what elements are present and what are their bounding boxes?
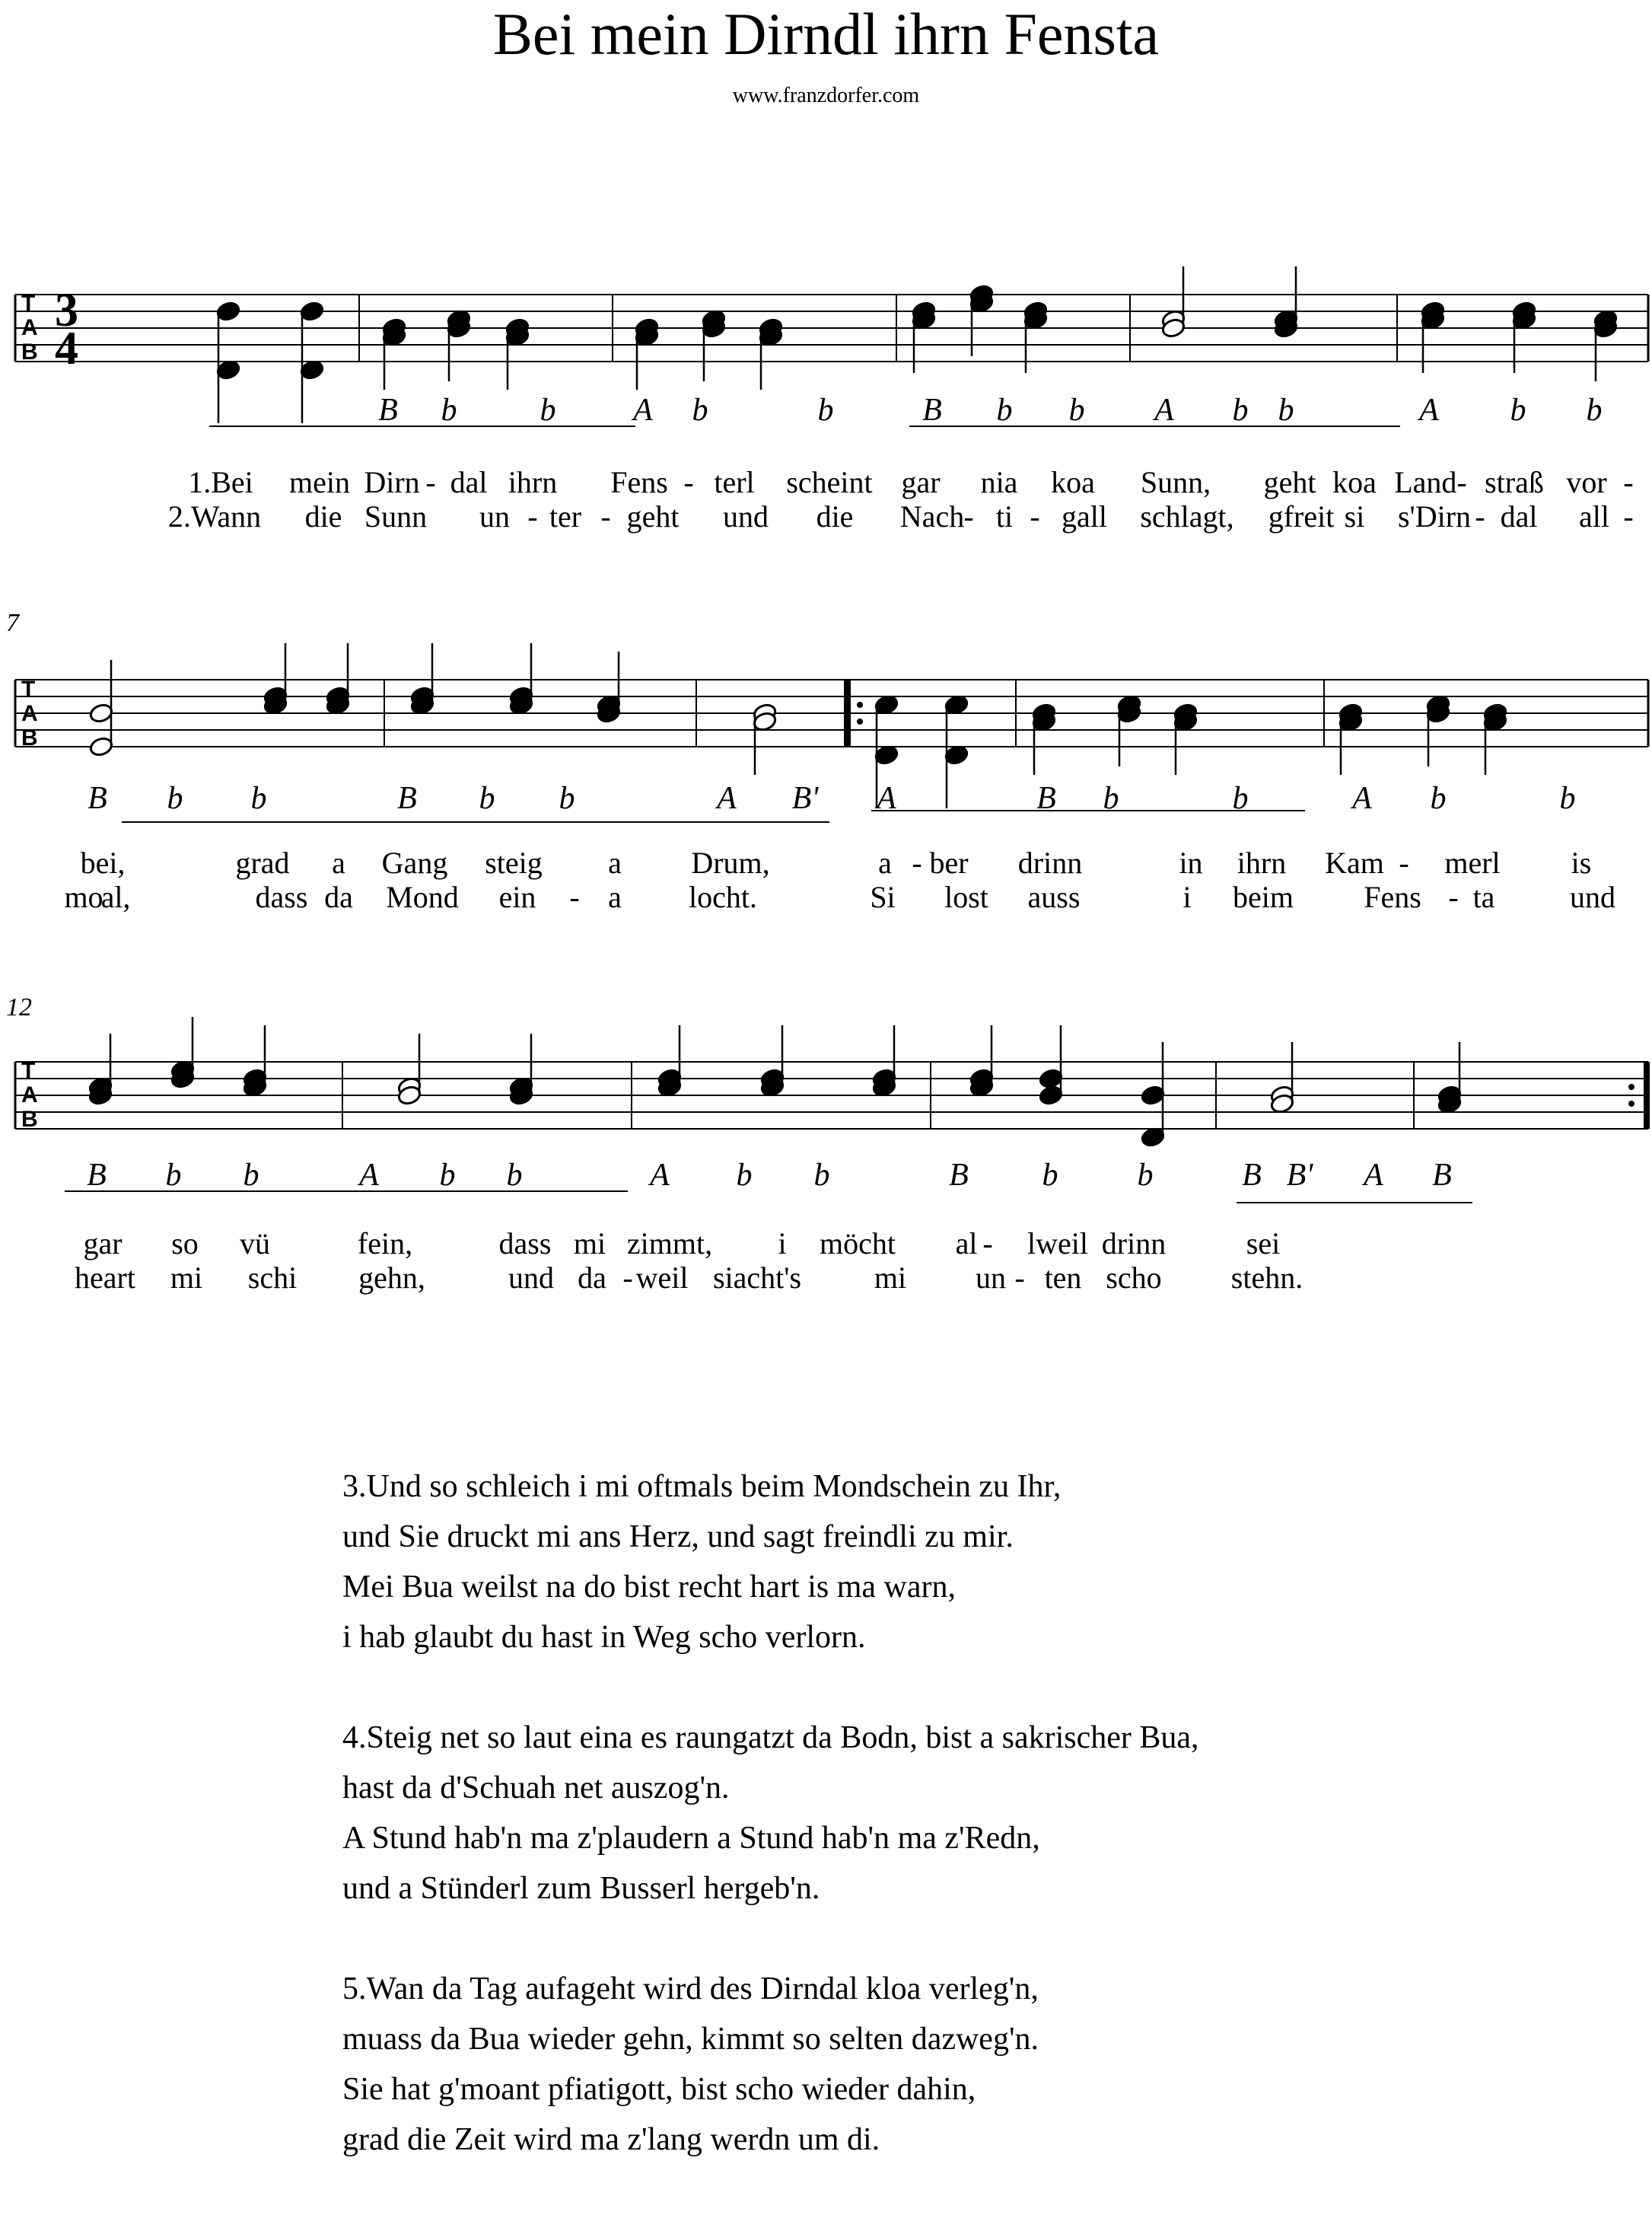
bellows-marking: A: [1352, 781, 1372, 816]
bellows-marking: A: [1364, 1158, 1383, 1193]
measure-number-system-3: 12: [6, 993, 32, 1021]
tab-clef-t: T: [21, 291, 36, 316]
tab-clef-t: T: [21, 1058, 36, 1083]
bellows-marking: b: [996, 393, 1013, 428]
lyric-verse-2: mi: [874, 1260, 907, 1295]
additional-verses: [342, 1461, 1199, 2215]
note-head: [215, 359, 240, 381]
lyric-verse-1: i: [778, 1226, 787, 1260]
bellows-marking: A: [359, 1158, 379, 1193]
tab-clef-system-3: [21, 1058, 38, 1132]
lyric-verse-1: dass: [498, 1226, 552, 1260]
lyric-verse-1: scheint: [786, 465, 873, 499]
note-head: [299, 301, 324, 322]
tab-clef-system-2: [21, 677, 38, 751]
lyric-verse-2: -: [569, 880, 580, 914]
note-head: [944, 694, 969, 715]
lyric-verse-2: beim: [1233, 880, 1294, 914]
bellows-marking: b: [1103, 781, 1119, 816]
repeat-dot: [1628, 1101, 1634, 1107]
lyric-verse-2: da: [324, 880, 353, 914]
lyric-verse-1: -: [982, 1226, 993, 1260]
bellows-marking: A: [717, 781, 737, 816]
lyric-verse-1: in: [1179, 846, 1203, 880]
lyric-verse-2: s'Dirn: [1397, 499, 1472, 534]
lyric-verse-2: Fens: [1364, 880, 1421, 914]
lyric-verse-2: dal: [1500, 499, 1538, 534]
lyric-verse-2: -: [1623, 499, 1634, 534]
verse-line: muass da Bua wieder gehn, kimmt so selten dazweg'n.: [342, 2022, 1039, 2057]
lyric-verse-1: ihrn: [508, 465, 558, 499]
lyric-verse-2: und: [723, 499, 769, 534]
lyric-verse-2: ten: [1044, 1260, 1082, 1295]
verse-line: 3.Und so schleich i mi oftmals beim Mondschein zu Ihr,: [342, 1469, 1062, 1504]
lyric-verse-1: fein,: [357, 1226, 413, 1260]
tab-clef-a: A: [21, 315, 38, 340]
lyric-verse-1: -: [683, 465, 694, 499]
note-head: [1038, 1085, 1063, 1106]
note-head: [88, 703, 113, 724]
lyric-verse-2: Si: [870, 880, 896, 914]
verse-line: Sie hat g'moant pfiatigott, bist scho wieder dahin,: [342, 2072, 976, 2107]
lyric-verse-1: drinn: [1101, 1226, 1167, 1260]
lyric-verse-1: ihrn: [1237, 846, 1287, 880]
repeat-dot: [1628, 1084, 1634, 1090]
tab-clef-a: A: [21, 1082, 38, 1108]
bellows-marking: b: [540, 393, 556, 428]
lyric-verse-2: ein: [498, 880, 536, 914]
lyric-verse-2: si: [1344, 499, 1365, 534]
lyric-verse-1: zimmt,: [626, 1226, 713, 1260]
lyric-verse-2: mi: [170, 1260, 203, 1295]
bellows-marking: B: [1036, 781, 1056, 816]
lyric-verse-2: Mond: [386, 880, 459, 914]
note-head: [874, 744, 899, 766]
bellows-marking: B: [949, 1158, 969, 1193]
lyric-verse-1: Land-: [1394, 465, 1467, 499]
lyric-verse-2: ta: [1472, 880, 1495, 914]
lyric-verse-2: -: [1014, 1260, 1025, 1295]
repeat-thick-bar: [1644, 1062, 1650, 1129]
lyric-verse-1: mein: [289, 465, 350, 499]
bellows-marking: b: [1586, 393, 1603, 428]
lyric-verse-1: -: [1399, 846, 1409, 880]
lyric-verse-2: geht: [626, 499, 680, 534]
lyric-verse-1: koa: [1332, 465, 1377, 499]
tab-clef-b: B: [21, 1107, 38, 1132]
bellows-marking: B: [1242, 1158, 1262, 1193]
lyric-verse-2: -: [1448, 880, 1459, 914]
lyric-verse-1: gar: [83, 1226, 123, 1260]
lyric-verse-1: -: [425, 465, 436, 499]
bellows-marking: b: [167, 781, 183, 816]
lyric-verse-2: dass: [255, 880, 308, 914]
bellows-marking: B: [378, 393, 398, 428]
note-head: [215, 301, 240, 322]
lyric-verse-2: schlagt,: [1140, 499, 1234, 534]
lyric-verse-2: ter: [549, 499, 582, 534]
lyric-verse-2: und: [508, 1260, 554, 1295]
lyric-verse-2: -: [963, 499, 974, 534]
verse-line: und a Stünderl zum Busserl hergeb'n.: [342, 1871, 820, 1906]
verse-4: [342, 1713, 1199, 1914]
lyric-verse-2: scho: [1106, 1260, 1162, 1295]
verse-line: i hab glaubt du hast in Weg scho verlorn.: [342, 1620, 866, 1655]
lyric-verse-2: stehn.: [1230, 1260, 1303, 1295]
bellows-marking: b: [1278, 393, 1294, 428]
lyric-verse-1: lweil: [1027, 1226, 1088, 1260]
bellows-marking: B: [397, 781, 417, 816]
lyric-verse-2: und: [1570, 880, 1615, 914]
bellows-marking: A: [877, 781, 896, 816]
time-signature-top: 3: [55, 285, 78, 336]
lyric-verse-2: all: [1579, 499, 1609, 534]
song-title: Bei mein Dirndl ihrn Fensta: [492, 1, 1160, 67]
lyric-verse-2: heart: [75, 1260, 135, 1295]
lyric-verse-2: i: [1183, 880, 1192, 914]
lyric-verse-2: -: [600, 499, 611, 534]
lyric-verse-1: a: [332, 846, 345, 880]
repeat-thick-bar: [845, 680, 851, 747]
website-credit: www.franzdorfer.com: [732, 84, 920, 107]
verse-line: A Stund hab'n ma z'plaudern a Stund hab'n ma z'Redn,: [342, 1821, 1040, 1856]
note-head: [874, 694, 899, 715]
lyric-verse-2: gfreit: [1268, 499, 1335, 534]
lyric-verse-1: Fens: [610, 465, 668, 499]
repeat-dot: [857, 702, 863, 708]
bellows-marking: b: [439, 1158, 456, 1193]
lyric-verse-1: Drum,: [691, 846, 770, 880]
lyric-verse-2: un: [976, 1260, 1006, 1295]
verse-line: 5.Wan da Tag aufageht wird des Dirndal kloa verleg'n,: [342, 1971, 1039, 2006]
lyric-verse-2: -: [1475, 499, 1485, 534]
tab-clef-b: B: [21, 339, 38, 365]
bellows-marking: b: [165, 1158, 182, 1193]
lyric-verse-2: locht.: [689, 880, 757, 914]
lyric-verse-2: mo: [64, 880, 103, 914]
lyric-verse-1: ber: [929, 846, 969, 880]
lyric-verse-2: 2.Wann: [167, 499, 262, 534]
lyric-verse-2: da: [578, 1260, 606, 1295]
lyric-verse-1: Dirn: [364, 465, 420, 499]
bellows-marking: b: [243, 1158, 259, 1193]
lyric-verse-1: sei: [1246, 1226, 1281, 1260]
lyric-verse-1: straß: [1485, 465, 1544, 499]
lyric-verse-1: gar: [901, 465, 941, 499]
bellows-marking: b: [1042, 1158, 1058, 1193]
lyric-verse-1: geht: [1263, 465, 1316, 499]
tab-clef-t: T: [21, 677, 36, 702]
verse-line: hast da d'Schuah net auszog'n.: [342, 1770, 730, 1805]
bellows-marking: B: [88, 781, 107, 816]
bellows-marking: b: [1232, 393, 1249, 428]
lyric-verse-1: drinn: [1017, 846, 1083, 880]
verse-line: grad die Zeit wird ma z'lang werdn um di.: [342, 2122, 880, 2157]
bellows-marking: A: [1419, 393, 1439, 428]
bellows-marking: b: [736, 1158, 753, 1193]
lyric-verse-1: Sunn,: [1140, 465, 1211, 499]
lyric-verse-1: a: [608, 846, 622, 880]
verse-3: [342, 1461, 1199, 1662]
measure-number-system-2: 7: [6, 609, 19, 637]
lyric-verse-2: ti: [995, 499, 1014, 534]
bellows-marking: B: [87, 1158, 107, 1193]
bellows-marking: b: [250, 781, 267, 816]
lyric-verse-2: schi: [247, 1260, 298, 1295]
lyric-verse-1: nia: [980, 465, 1018, 499]
time-signature-bottom: 4: [55, 323, 78, 374]
lyric-verse-1: steig: [485, 846, 543, 880]
lyric-verse-1: bei,: [80, 846, 126, 880]
bellows-marking: b: [441, 393, 457, 428]
note-head: [299, 359, 324, 381]
lyric-verse-1: -: [1623, 465, 1634, 499]
bellows-marking: b: [1559, 781, 1576, 816]
lyric-verse-1: koa: [1051, 465, 1095, 499]
note-head: [1140, 1127, 1165, 1148]
lyric-verse-1: terl: [714, 465, 755, 499]
bellows-marking: B': [1286, 1158, 1313, 1193]
lyric-verse-2: Nach: [899, 499, 965, 534]
tab-clef-b: B: [21, 725, 38, 751]
verse-5: [342, 1964, 1199, 2165]
bellows-marking: b: [479, 781, 495, 816]
bellows-marking: A: [633, 393, 653, 428]
bellows-marking: b: [1430, 781, 1447, 816]
lyric-verse-2: -: [527, 499, 538, 534]
lyric-verse-1: dal: [450, 465, 488, 499]
lyric-verse-2: al,: [100, 880, 131, 914]
lyric-verse-1: a: [878, 846, 892, 880]
bellows-marking: B: [922, 393, 942, 428]
lyric-verse-2: gehn,: [358, 1260, 425, 1295]
lyric-verse-2: siacht's: [712, 1260, 802, 1295]
lyric-verse-1: merl: [1444, 846, 1501, 880]
lyric-verse-2: a: [608, 880, 622, 914]
bellows-marking: b: [1137, 1158, 1154, 1193]
lyric-verse-2: lost: [944, 880, 988, 914]
lyric-verse-2: die: [304, 499, 342, 534]
repeat-dot: [857, 719, 863, 725]
note-head: [1038, 1068, 1063, 1089]
lyric-verse-1: mi: [573, 1226, 606, 1260]
bellows-marking: b: [817, 393, 834, 428]
lyric-verse-2: die: [816, 499, 854, 534]
note-head: [944, 744, 969, 766]
bellows-marking: b: [1068, 393, 1085, 428]
lyric-verse-2: auss: [1027, 880, 1081, 914]
bellows-marking: b: [1232, 781, 1249, 816]
lyric-verse-1: grad: [235, 846, 290, 880]
bellows-marking: b: [692, 393, 708, 428]
lyric-verse-2: un: [479, 499, 510, 534]
lyric-verse-1: möcht: [820, 1226, 896, 1260]
bellows-marking: b: [559, 781, 575, 816]
lyric-verse-2: Sunn: [364, 499, 428, 534]
bellows-marking: B: [1432, 1158, 1452, 1193]
verse-line: 4.Steig net so laut eina es raungatzt da Bodn, bist a sakrischer Bua,: [342, 1720, 1199, 1755]
lyric-verse-1: al: [955, 1226, 978, 1260]
bellows-marking: b: [506, 1158, 523, 1193]
note-head: [88, 736, 113, 757]
lyric-verse-1: vü: [240, 1226, 270, 1260]
lyric-verse-1: so: [171, 1226, 199, 1260]
bellows-marking: b: [1510, 393, 1526, 428]
tab-clef-a: A: [21, 701, 38, 726]
lyric-verse-1: Gang: [381, 846, 448, 880]
lyric-verse-1: vor: [1566, 465, 1607, 499]
lyric-verse-1: 1.Bei: [188, 465, 253, 499]
lyric-verse-1: -: [912, 846, 922, 880]
note-head: [1140, 1085, 1165, 1106]
bellows-marking: A: [1154, 393, 1174, 428]
lyric-verse-1: Kam: [1325, 846, 1384, 880]
lyric-verse-2: weil: [635, 1260, 689, 1295]
lyric-verse-2: -: [622, 1260, 633, 1295]
verse-line: und Sie druckt mi ans Herz, und sagt freindli zu mir.: [342, 1519, 1014, 1554]
lyric-verse-1: is: [1571, 846, 1592, 880]
lyric-verse-2: gall: [1062, 499, 1107, 534]
bellows-marking: b: [813, 1158, 830, 1193]
bellows-marking: B': [791, 781, 819, 816]
lyric-verse-2: -: [1030, 499, 1040, 534]
verse-line: Mei Bua weilst na do bist recht hart is ma warn,: [342, 1570, 956, 1605]
bellows-marking: A: [650, 1158, 670, 1193]
